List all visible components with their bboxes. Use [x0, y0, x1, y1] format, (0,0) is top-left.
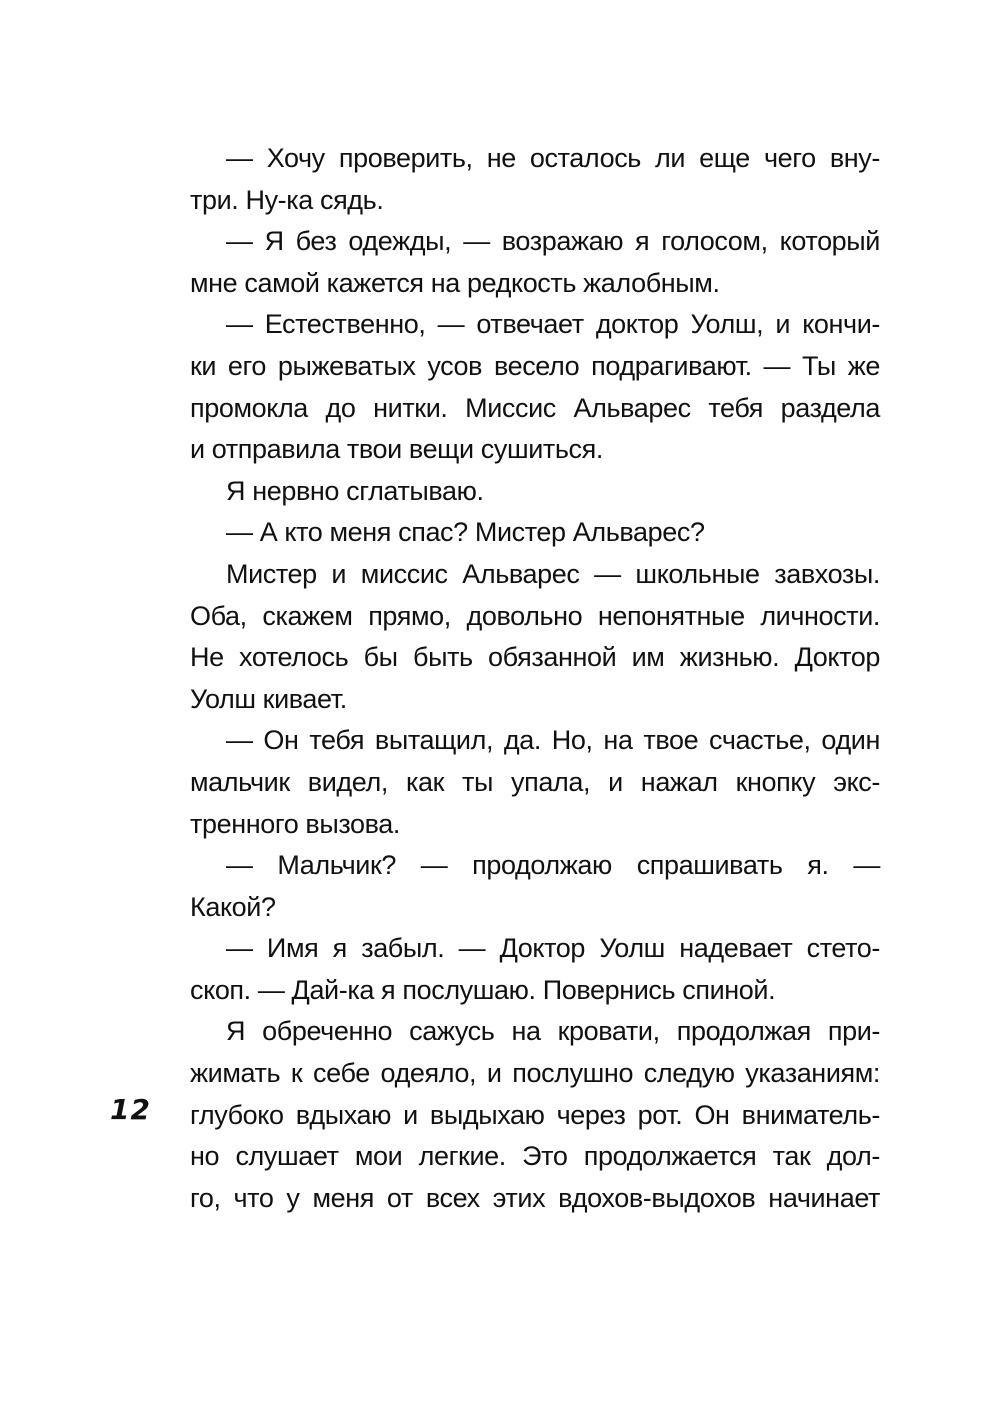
text-line: Я обреченно сажусь на кровати, продолжая при- — [226, 1016, 880, 1047]
text-line: — Я без одежды, — возражаю я голосом, который — [226, 226, 880, 257]
text-line: Я нервно сглатываю. — [226, 475, 484, 506]
text-line: — Мальчик? — продолжаю спрашивать я. — — [226, 850, 880, 881]
text-line: — Естественно, — отвечает доктор Уолш, и кончи- — [226, 309, 880, 340]
text-line: Какой? — [190, 891, 276, 922]
text-line: Мистер и миссис Альварес — школьные завхозы. — [226, 558, 880, 589]
text-line: — Хочу проверить, не осталось ли еще чего вну- — [226, 143, 880, 173]
text-line: — А кто меня спас? Мистер Альварес? — [226, 517, 705, 548]
text-line: и отправила твои вещи сушиться. — [190, 434, 603, 465]
text-line: но слушает мои легкие. Это продолжается так дол- — [190, 1141, 880, 1172]
text-line: Уолш кивает. — [190, 683, 347, 714]
text-line: Оба, скажем прямо, довольно непонятные личности. — [190, 600, 880, 631]
text-line: три. Ну-ка сядь. — [190, 184, 384, 215]
text-line: мне самой кажется на редкость жалобным. — [190, 267, 720, 298]
text-line: мальчик видел, как ты упала, и нажал кнопку экс- — [190, 766, 880, 797]
text-line: го, что у меня от всех этих вдохов-выдохов начинает — [190, 1182, 880, 1213]
text-line: глубоко вдыхаю и выдыхаю через рот. Он вниматель- — [190, 1099, 880, 1130]
text-line: скоп. — Дай-ка я послушаю. Повернись спиной. — [190, 974, 776, 1005]
text-line: Не хотелось бы быть обязанной им жизнью. Доктор — [190, 642, 880, 673]
text-line: жимать к себе одеяло, и послушно следую указаниям: — [190, 1058, 880, 1089]
text-line: — Он тебя вытащил, да. Но, на твое счастье, один — [226, 725, 880, 756]
page-text — [190, 138, 880, 1219]
page-number: 12 — [110, 1093, 151, 1126]
text-line: промокла до нитки. Миссис Альварес тебя раздела — [190, 392, 880, 423]
text-line: ки его рыжеватых усов весело подрагивают. — Ты же — [190, 350, 880, 381]
text-line: — Имя я забыл. — Доктор Уолш надевает стето- — [226, 933, 880, 964]
text-line: тренного вызова. — [190, 808, 401, 839]
